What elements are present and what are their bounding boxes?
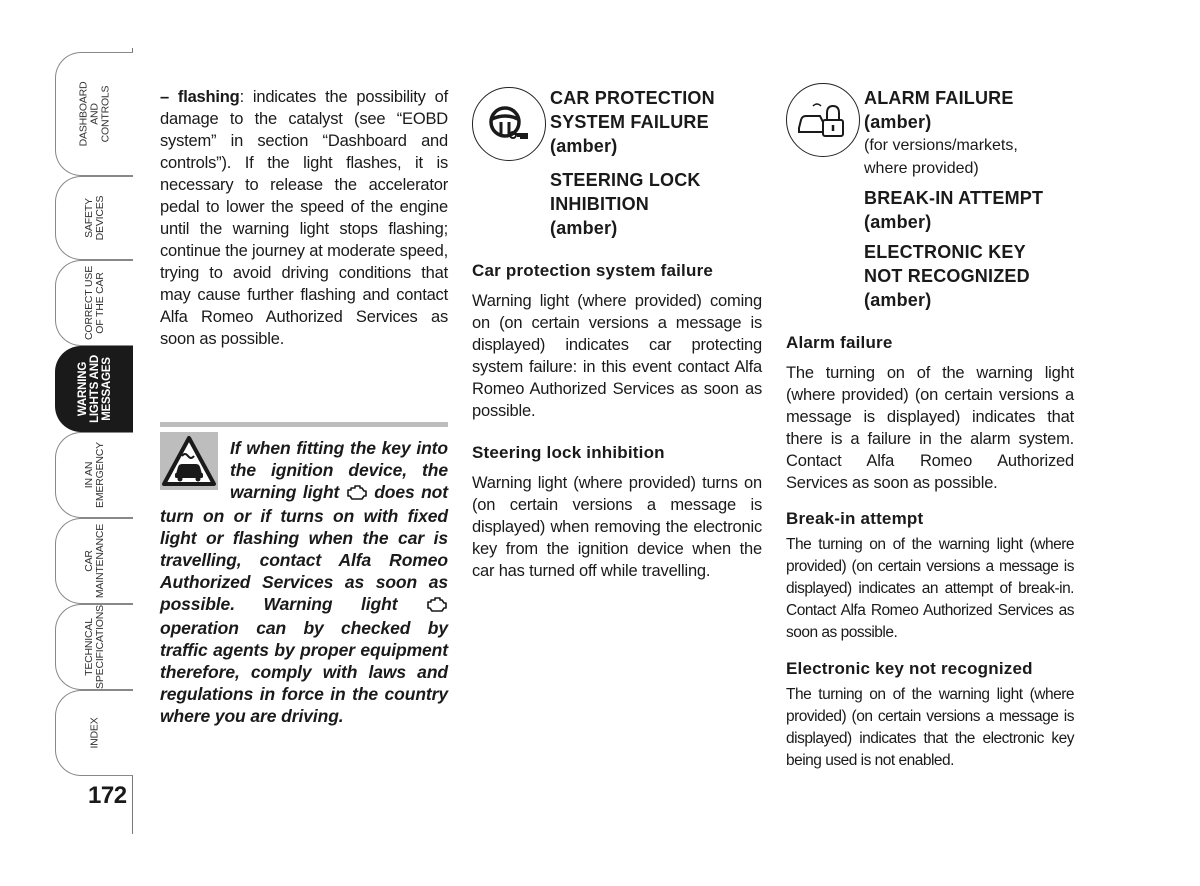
heading-car-protection-failure: Car protection system failure [472, 261, 714, 280]
title-alarm-note-1: (for versions/markets, [864, 137, 1018, 154]
title-break-in-line-2: (amber) [864, 212, 932, 232]
title-block-car-protection [550, 86, 762, 240]
tab-label: IN AN EMERGENCY [82, 442, 106, 508]
tab-technical-specifications[interactable] [55, 604, 133, 690]
tab-label: INDEX [88, 717, 100, 749]
title-alarm-failure-line-1: ALARM FAILURE [864, 88, 1014, 108]
body-steering-lock-inhibition: Warning light (where provided) turns on (on certain versions a message is displayed) when removing the electronic key from the ignition device when the car has turned off while travelling. [472, 474, 762, 580]
notice-part-2: does not turn on or if turns on with fixed light or flashing when the car is travelling, contact Alfa Romeo Authorized Services as soon as possible. Warning light [160, 482, 448, 614]
engine-check-icon [426, 595, 448, 617]
tab-correct-use-of-the-car[interactable] [55, 260, 133, 346]
flashing-paragraph [160, 86, 448, 350]
page-number: 172 [88, 782, 127, 809]
body-electronic-key-not-recognized: The turning on of the warning light (where provided) (on certain versions a message is displayed) indicates that the electronic key being used is not enabled. [786, 686, 1074, 769]
title-steering-lock-line-2: INHIBITION [550, 194, 649, 214]
tab-label: TECHNICAL SPECIFICATIONS [82, 605, 106, 689]
heading-electronic-key-not-recognized: Electronic key not recognized [786, 659, 1033, 678]
title-car-protection-line-3: (amber) [550, 136, 618, 156]
warning-triangle-car-icon [160, 432, 218, 490]
tab-label: DASHBOARD AND CONTROLS [77, 81, 111, 147]
tab-safety-devices[interactable] [55, 176, 133, 260]
body-alarm-failure: The turning on of the warning light (where provided) (on certain versions a message is displayed) indicates that there is a failure in the alarm system. Contact Alfa Romeo Authorized Services as soon as possible. [786, 364, 1074, 492]
title-alarm-failure-line-2: (amber) [864, 112, 932, 132]
column-left [160, 86, 448, 350]
title-steering-lock-line-1: STEERING LOCK [550, 170, 701, 190]
tab-in-an-emergency[interactable] [55, 432, 133, 518]
title-car-protection-line-2: SYSTEM FAILURE [550, 112, 709, 132]
column-right [786, 86, 1074, 772]
notice-part-3: operation can by checked by traffic agents by proper equipment therefore, comply with laws and regulations in force in the country where you are driving. [160, 618, 448, 726]
heading-alarm-failure: Alarm failure [786, 333, 893, 352]
title-steering-lock-line-3: (amber) [550, 218, 618, 238]
warning-notice [160, 422, 448, 727]
notice-divider [160, 422, 448, 427]
title-alarm-note-2: where provided) [864, 160, 979, 177]
tab-warning-lights-and-messages[interactable] [55, 346, 133, 432]
tab-label: SAFETY DEVICES [82, 195, 106, 241]
flashing-lead: – flashing [160, 88, 240, 106]
tab-dashboard-and-controls[interactable] [55, 52, 133, 176]
tab-car-maintenance[interactable] [55, 518, 133, 604]
heading-steering-lock-inhibition: Steering lock inhibition [472, 443, 665, 462]
title-car-protection-line-1: CAR PROTECTION [550, 88, 715, 108]
tab-label: CAR MAINTENANCE [82, 523, 106, 599]
tab-index[interactable] [55, 690, 133, 776]
title-electronic-key-line-1: ELECTRONIC KEY [864, 242, 1026, 262]
column-middle [472, 86, 762, 582]
notice-part-1: If when fitting the key into the ignition device, the warning light [230, 438, 448, 502]
heading-break-in-attempt: Break-in attempt [786, 509, 924, 528]
title-electronic-key-line-3: (amber) [864, 290, 932, 310]
title-electronic-key-line-2: NOT RECOGNIZED [864, 266, 1030, 286]
body-break-in-attempt: The turning on of the warning light (where provided) (on certain versions a message is displayed) indicates an attempt of break-in. Contact Alfa Romeo Authorized Services as soon as possible. [786, 536, 1074, 641]
side-navigation [0, 0, 140, 886]
tab-label: WARNING LIGHTS AND MESSAGES [76, 355, 113, 423]
title-block-alarm [864, 86, 1074, 312]
flashing-body: : indicates the possibility of damage to the catalyst (see “EOBD system” in section “Dashboard and controls”). If the light flashes, it is necessary to release the accelerator pedal to lower the speed of the engine until the warning light stops flashing; continue the journey at moderate speed, trying to avoid driving conditions that may cause further flashing and contact Alfa Romeo Authorized Services as soon as possible. [160, 88, 448, 348]
tab-label: CORRECT USE OF THE CAR [82, 265, 106, 341]
title-break-in-line-1: BREAK-IN ATTEMPT [864, 188, 1044, 208]
body-car-protection-failure: Warning light (where provided) coming on (on certain versions a message is displayed) indicates car protecting system failure: in this event contact Alfa Romeo Authorized Services as soon as possible. [472, 292, 762, 420]
engine-check-icon [346, 483, 368, 505]
